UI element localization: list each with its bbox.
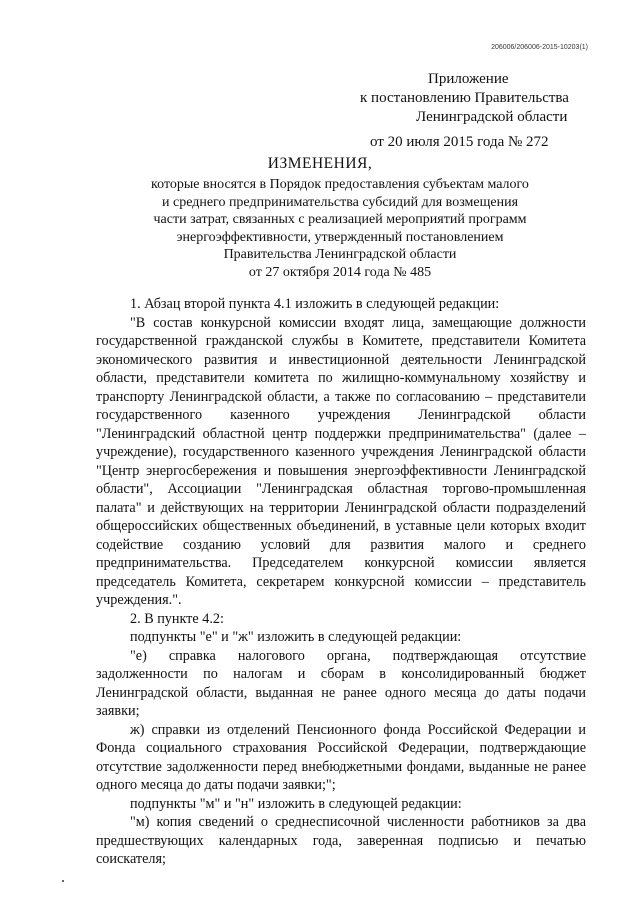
appendix-line-3: Ленинградской области xyxy=(416,109,568,125)
paragraph-item-2: 2. В пункте 4.2: xyxy=(130,610,224,627)
paragraph-subitem-m: "м) копия сведений о среднесписочной численности работников за два предшествующих календарных года, заверенная подписью и печатью соискателя; xyxy=(96,814,586,867)
document-subtitle xyxy=(100,176,580,281)
appendix-line-1: Приложение xyxy=(428,71,509,87)
document-body xyxy=(96,295,586,869)
appendix-line-2: к постановлению Правительства xyxy=(360,90,569,106)
appendix-date: от 20 июля 2015 года № 272 xyxy=(370,134,549,150)
paragraph-subitems-e-zh: подпункты "е" и "ж" изложить в следующей редакции: xyxy=(130,629,462,645)
paragraph-commission-composition: "В состав конкурсной комиссии входят лица, замещающие должности государственной гражданской службы в Комитете, представители Комитета экономического развития и инвестиционной деятельности Ленинградской области, представители комитета по жилищно-коммунальному хозяйству и транспорту Ленинградской области, а также по согласованию – представители государственного казенного учреждения Ленинградской области "Ленинградский областной центр поддержки предпринимательства" (далее – учреждение), государственного казенного учреждения Ленинградской области "Центр энергосбережения и повышения энергоэффективности Ленинградской области", Ассоциации "Ленинградская областная торгово-промышленная палата" и действующих на территории Ленинградской области подразделений общероссийских общественных объединений, в уставные цели которых входит содействие созданию условий для развития малого и среднего предпринимательства. Председателем конкурсной комиссии является председатель Комитета, секретарем конкурсной комиссии – представитель учреждения.". xyxy=(96,314,586,608)
appendix-block xyxy=(360,70,600,152)
paragraph-subitem-e: "е) справка налогового органа, подтверждающая отсутствие задолженности по налогам и сборам в консолидированный бюджет Ленинградской области, выданная не ранее одного месяца до даты подачи заявки; xyxy=(96,647,586,719)
subtitle-line: энергоэффективности, утвержденный постановлением xyxy=(176,229,504,245)
subtitle-line: Правительства Ленинградской области xyxy=(223,247,457,262)
scan-speck xyxy=(62,880,64,882)
paragraph-subitem-zh: ж) справки из отделений Пенсионного фонда Российской Федерации и Фонда социального страхования Российской Федерации, подтверждающие отсутствие задолженности перед внебюджетными фондами, выданные не ранее одного месяца до даты подачи заявки;"; xyxy=(96,721,586,793)
subtitle-line: части затрат, связанных с реализацией мероприятий программ xyxy=(153,212,527,227)
document-id: 206006/206006-2015-10203(1) xyxy=(491,44,588,51)
paragraph-item-1: 1. Абзац второй пункта 4.1 изложить в следующей редакции: xyxy=(130,296,500,312)
document-title: ИЗМЕНЕНИЯ, xyxy=(267,155,373,172)
subtitle-line: от 27 октября 2014 года № 485 xyxy=(248,264,432,280)
paragraph-subitems-m-n: подпункты "м" и "н" изложить в следующей редакции: xyxy=(130,795,462,812)
subtitle-line: и среднего предпринимательства субсидий для возмещения xyxy=(161,194,519,210)
subtitle-line: которые вносятся в Порядок предоставления субъектам малого xyxy=(151,177,529,192)
